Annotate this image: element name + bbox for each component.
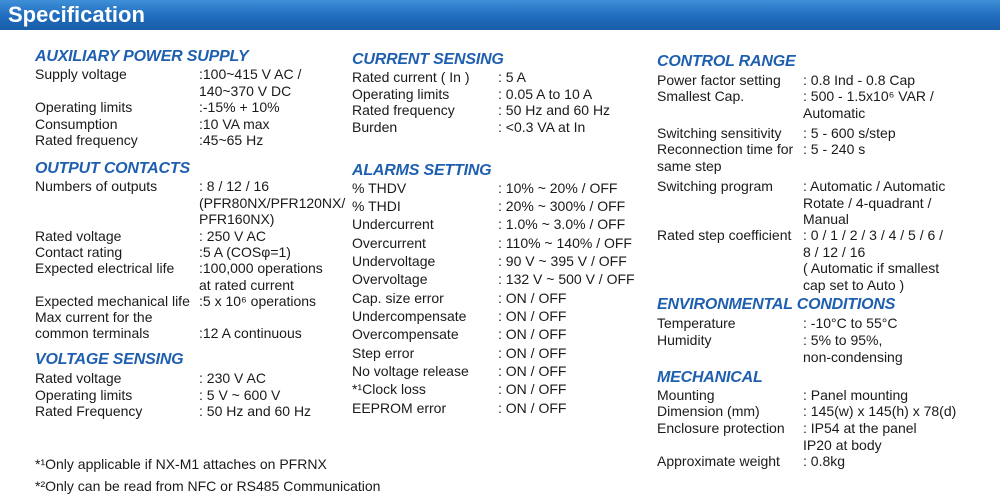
spec-label: % THDV — [352, 180, 407, 196]
section-title-current: CURRENT SENSING — [352, 51, 504, 68]
spec-value: : ON / OFF — [498, 381, 567, 397]
spec-value: : 0.05 A to 10 A — [498, 86, 593, 102]
spec-label: Humidity — [657, 332, 712, 348]
spec-value: : 0 / 1 / 2 / 3 / 4 / 5 / 6 / 8 / 12 / 16 ( Automatic if smallest cap set to Auto ) — [803, 227, 944, 293]
section-title-output: OUTPUT CONTACTS — [35, 160, 190, 177]
spec-label: Rated frequency — [352, 102, 455, 118]
spec-label: Undercompensate — [352, 308, 467, 324]
spec-value: : 10% ~ 20% / OFF — [498, 180, 618, 196]
page-title: Specification — [8, 2, 145, 27]
spec-label: Enclosure protection — [657, 420, 785, 436]
spec-value: : 8 / 12 / 16 (PFR80NX/PFR120NX/ PFR160NX) — [199, 178, 346, 227]
spec-label: Rated voltage — [35, 228, 122, 244]
spec-value: : 50 Hz and 60 Hz — [199, 403, 312, 419]
spec-value: : 5 V ~ 600 V — [199, 387, 281, 403]
spec-value: :100~415 V AC / 140~370 V DC — [199, 66, 302, 99]
spec-value: : IP54 at the panel IP20 at body — [803, 420, 917, 453]
spec-value: :5 x 10⁶ operations — [199, 293, 317, 309]
spec-value: : ON / OFF — [498, 326, 567, 342]
spec-label: Rated Frequency — [35, 403, 143, 419]
spec-value: : 50 Hz and 60 Hz — [498, 102, 611, 118]
spec-label: *¹Clock loss — [352, 381, 426, 397]
spec-label: Cap. size error — [352, 290, 444, 306]
section-title-voltage: VOLTAGE SENSING — [35, 351, 184, 368]
spec-label: Overvoltage — [352, 271, 428, 287]
spec-label: Dimension (mm) — [657, 403, 760, 419]
spec-value: : 500 - 1.5x10⁶ VAR / Automatic — [803, 88, 934, 121]
spec-label: Operating limits — [352, 86, 450, 102]
spec-value: : 230 V AC — [199, 370, 266, 386]
section-title-alarms: ALARMS SETTING — [352, 162, 492, 179]
spec-value: : 5 A — [498, 69, 527, 85]
spec-label: Operating limits — [35, 387, 133, 403]
spec-value: :12 A continuous — [199, 325, 302, 341]
spec-value: : 20% ~ 300% / OFF — [498, 198, 626, 214]
spec-label: Consumption — [35, 116, 118, 132]
spec-label: Undervoltage — [352, 253, 436, 269]
spec-label: Supply voltage — [35, 66, 127, 82]
footnote-2: *²Only can be read from NFC or RS485 Communication — [35, 478, 381, 494]
spec-value: : 1.0% ~ 3.0% / OFF — [498, 216, 626, 232]
spec-value: :45~65 Hz — [199, 132, 264, 148]
spec-value: : ON / OFF — [498, 400, 567, 416]
spec-label: Step error — [352, 345, 415, 361]
spec-value: :5 A (COSφ=1) — [199, 244, 291, 260]
spec-label: Temperature — [657, 315, 736, 331]
spec-value: : -10°C to 55°C — [803, 315, 898, 331]
spec-label: Rated step coefficient — [657, 227, 792, 243]
spec-value: : <0.3 VA at In — [498, 119, 586, 135]
spec-value: : 0.8kg — [803, 453, 846, 469]
spec-value: :100,000 operations at rated current — [199, 260, 323, 293]
spec-label: Switching sensitivity — [657, 125, 782, 141]
spec-label: Switching program — [657, 178, 773, 194]
spec-value: : 250 V AC — [199, 228, 266, 244]
spec-value: : 145(w) x 145(h) x 78(d) — [803, 403, 957, 419]
spec-label: Expected electrical life — [35, 260, 175, 276]
spec-label: common terminals — [35, 325, 150, 341]
spec-value: : ON / OFF — [498, 345, 567, 361]
spec-label: Mounting — [657, 387, 715, 403]
spec-label: Contact rating — [35, 244, 123, 260]
spec-label: Overcompensate — [352, 326, 459, 342]
spec-label: Numbers of outputs — [35, 178, 158, 194]
spec-value: : 5 - 240 s — [803, 141, 866, 157]
spec-label: Operating limits — [35, 99, 133, 115]
section-title-mechanical: MECHANICAL — [657, 369, 763, 386]
section-title-auxiliary: AUXILIARY POWER SUPPLY — [35, 48, 249, 65]
spec-label: Power factor setting — [657, 72, 781, 88]
spec-label: EEPROM error — [352, 400, 447, 416]
spec-value: : 90 V ~ 395 V / OFF — [498, 253, 627, 269]
spec-value: : ON / OFF — [498, 308, 567, 324]
section-title-environmental: ENVIRONMENTAL CONDITIONS — [657, 296, 896, 313]
section-title-control: CONTROL RANGE — [657, 53, 796, 70]
spec-value: : 0.8 Ind - 0.8 Cap — [803, 72, 916, 88]
spec-value: : 5 - 600 s/step — [803, 125, 896, 141]
spec-label: Max current for the — [35, 309, 153, 325]
spec-value: : ON / OFF — [498, 363, 567, 379]
spec-label: Rated voltage — [35, 370, 122, 386]
spec-value: : Panel mounting — [803, 387, 909, 403]
spec-value: : Automatic / Automatic Rotate / 4-quadrant / Manual — [803, 178, 946, 227]
spec-value: : 5% to 95%, non-condensing — [803, 332, 903, 365]
spec-label: % THDI — [352, 198, 401, 214]
spec-label: Approximate weight — [657, 453, 780, 469]
spec-header-bar — [0, 0, 1000, 30]
spec-value: : ON / OFF — [498, 290, 567, 306]
spec-value: : 132 V ~ 500 V / OFF — [498, 271, 635, 287]
spec-label: Expected mechanical life — [35, 293, 190, 309]
spec-label: Rated frequency — [35, 132, 138, 148]
spec-value: :-15% + 10% — [199, 99, 280, 115]
spec-label: Smallest Cap. — [657, 88, 745, 104]
spec-value: :10 VA max — [199, 116, 270, 132]
spec-label: No voltage release — [352, 363, 469, 379]
footnote-1: *¹Only applicable if NX-M1 attaches on PFRNX — [35, 456, 327, 472]
spec-label: Overcurrent — [352, 235, 426, 251]
spec-label: Burden — [352, 119, 398, 135]
spec-label: Rated current ( In ) — [352, 69, 470, 85]
spec-label: Undercurrent — [352, 216, 434, 232]
spec-label: Reconnection time for same step — [657, 141, 794, 174]
spec-value: : 110% ~ 140% / OFF — [498, 235, 632, 251]
